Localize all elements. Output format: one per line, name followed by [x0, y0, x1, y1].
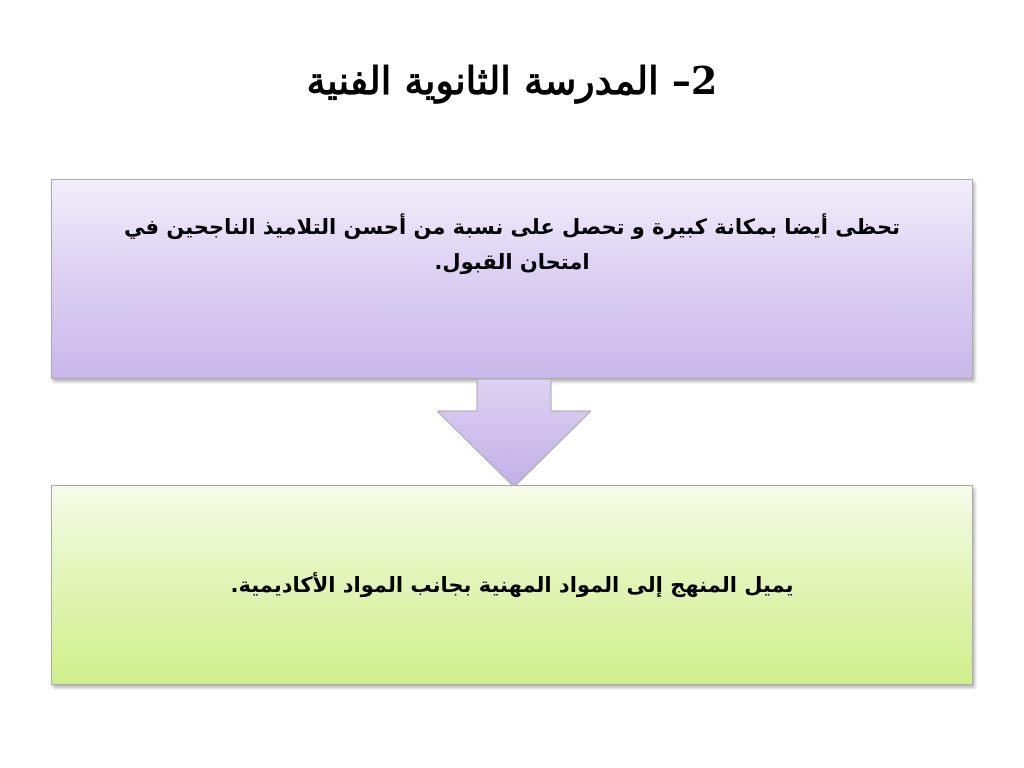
arrow-shape: [437, 379, 591, 487]
flow-step-1-box: [51, 179, 973, 379]
flow-step-2-text: يميل المنهج إلى المواد المهنية بجانب المواد الأكاديمية.: [230, 572, 794, 597]
slide-title: 2– المدرسة الثانوية الفنية: [306, 58, 718, 103]
down-arrow-icon: [437, 379, 591, 489]
flow-step-1-text: تحظى أيضا بمكانة كبيرة و تحصل على نسبة من أحسن التلاميذ الناجحين في امتحان القبول.: [124, 215, 900, 274]
flow-step-2-box: [51, 485, 973, 685]
